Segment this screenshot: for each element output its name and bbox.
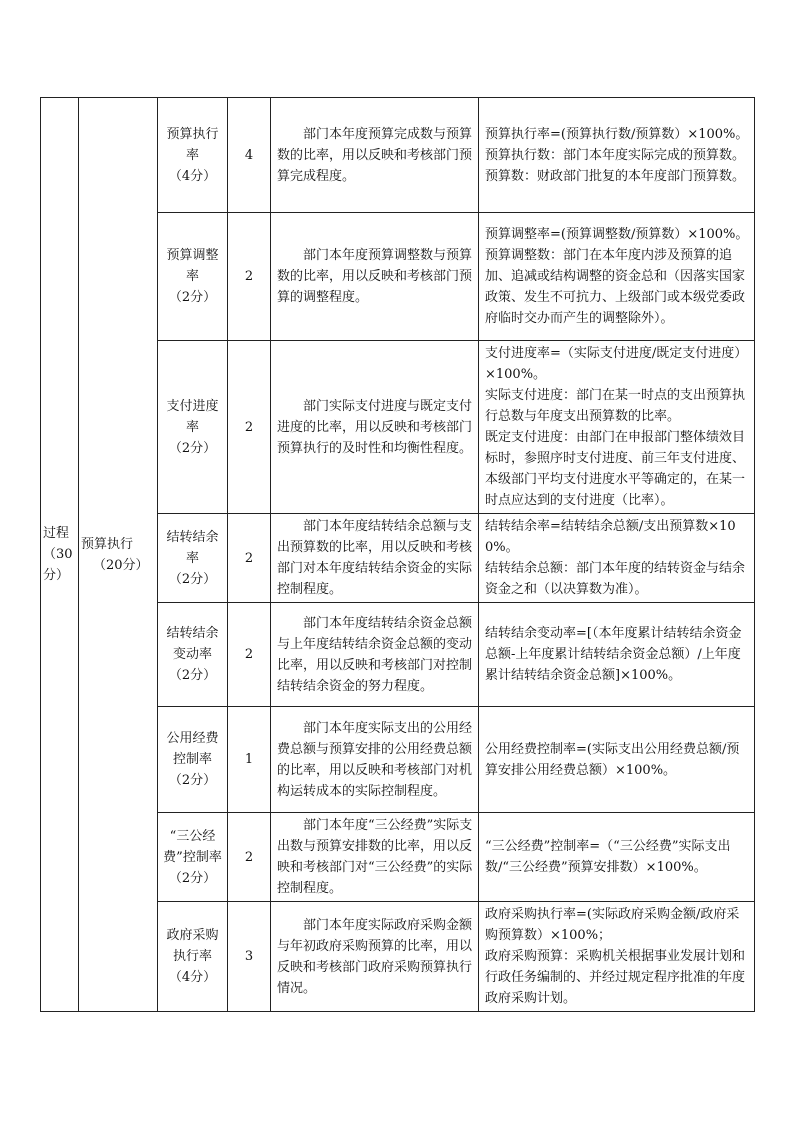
indicator-cell bbox=[158, 707, 228, 813]
table-row bbox=[41, 98, 755, 213]
formula-cell bbox=[479, 98, 755, 213]
indicator-weight: （4分） bbox=[168, 970, 217, 985]
indicator-name: 结转结余变动率 bbox=[166, 626, 219, 662]
indicator-weight: （2分） bbox=[168, 571, 217, 587]
formula-cell bbox=[479, 813, 755, 902]
indicator-cell bbox=[158, 514, 228, 603]
indicator-name: 结转结余率 bbox=[166, 529, 219, 566]
performance-indicator-table bbox=[40, 97, 755, 1012]
category-level1-name: 过程 bbox=[43, 526, 70, 541]
score-cell: 2 bbox=[228, 514, 271, 603]
formula-line: 实际支付进度：部门在某一时点的支出预算执行总数与年度支出预算数的比率。 bbox=[485, 388, 746, 424]
formula-line: 预算数：财政部门批复的本年度部门预算数。 bbox=[485, 168, 746, 184]
formula-line: 既定支付进度：由部门在申报部门整体绩效目标时，参照序时支付进度、前三年支付进度、本级部门平均支付进度水平等确定的，在某一时点应达到的支付进度（比率）。 bbox=[485, 430, 746, 508]
score-cell: 2 bbox=[228, 813, 271, 902]
score-cell: 2 bbox=[228, 603, 271, 707]
description-cell: 部门本年度预算完成数与预算数的比率，用以反映和考核部门预算完成程度。 bbox=[271, 98, 479, 213]
formula-cell bbox=[479, 902, 755, 1012]
indicator-name: 预算执行率 bbox=[166, 126, 219, 163]
description-cell: 部门本年度预算调整数与预算数的比率，用以反映和考核部门预算的调整程度。 bbox=[271, 213, 479, 341]
indicator-weight: （2分） bbox=[168, 440, 217, 456]
formula-line: 公用经费控制率=(实际支出公用经费总额/预算安排公用经费总额）×100%。 bbox=[485, 741, 740, 778]
formula-cell bbox=[479, 514, 755, 603]
indicator-weight: （4分） bbox=[168, 168, 217, 184]
formula-cell bbox=[479, 707, 755, 813]
category-level2-cell bbox=[79, 98, 158, 1012]
formula-cell bbox=[479, 603, 755, 707]
description-cell: 部门本年度结转结余资金总额与上年度结转结余资金总额的变动比率，用以反映和考核部门对控制结转结余资金的努力程度。 bbox=[271, 603, 479, 707]
indicator-name: “三公经费”控制率 bbox=[163, 828, 222, 865]
category-level2-score: （20分） bbox=[93, 557, 149, 573]
description-cell: 部门本年度实际支出的公用经费总额与预算安排的公用经费总额的比率，用以反映和考核部门对机构运转成本的实际控制程度。 bbox=[271, 707, 479, 813]
formula-line: “三公经费”控制率=（“三公经费”实际支出数/“三公经费”预算安排数）×100%。 bbox=[485, 839, 731, 875]
formula-line: 政府采购执行率=(实际政府采购金额/政府采购预算数）×100%； bbox=[485, 907, 740, 943]
indicator-name: 支付进度率 bbox=[166, 398, 219, 435]
indicator-weight: （2分） bbox=[168, 290, 217, 305]
score-cell: 1 bbox=[228, 707, 271, 813]
formula-cell bbox=[479, 341, 755, 514]
category-level2-name: 预算执行 bbox=[81, 536, 134, 552]
formula-line: 支付进度率=（实际支付进度/既定支付进度）×100%。 bbox=[485, 346, 748, 382]
formula-line: 预算调整率=(预算调整数/预算数）×100%。 bbox=[485, 227, 749, 242]
category-level1-cell bbox=[41, 98, 79, 1012]
indicator-weight: （2分） bbox=[168, 870, 217, 886]
description-cell: 部门实际支付进度与既定支付进度的比率，用以反映和考核部门预算执行的及时性和均衡性程度。 bbox=[271, 341, 479, 514]
indicator-cell bbox=[158, 98, 228, 213]
indicator-cell bbox=[158, 603, 228, 707]
indicator-weight: （2分） bbox=[168, 668, 217, 683]
indicator-name: 预算调整率 bbox=[166, 248, 219, 284]
formula-line: 结转结余率=结转结余总额/支出预算数×100%。 bbox=[485, 519, 736, 555]
description-cell: 部门本年度结转结余总额与支出预算数的比率，用以反映和考核部门对本年度结转结余资金的实际控制程度。 bbox=[271, 514, 479, 603]
formula-line: 预算调整数：部门在本年度内涉及预算的追加、追减或结构调整的资金总和（因落实国家政策、发生不可抗力、上级部门或本级党委政府临时交办而产生的调整除外）。 bbox=[485, 248, 746, 326]
score-cell: 2 bbox=[228, 341, 271, 514]
formula-line: 预算执行数：部门本年度实际完成的预算数。 bbox=[485, 147, 746, 163]
indicator-name: 公用经费控制率 bbox=[166, 731, 219, 767]
description-cell: 部门本年度“三公经费”实际支出数与预算安排数的比率，用以反映和考核部门对“三公经费”的实际控制程度。 bbox=[271, 813, 479, 902]
indicator-weight: （2分） bbox=[168, 773, 217, 788]
score-cell: 3 bbox=[228, 902, 271, 1012]
indicator-cell bbox=[158, 341, 228, 514]
indicator-cell bbox=[158, 902, 228, 1012]
formula-line: 政府采购预算：采购机关根据事业发展计划和行政任务编制的、并经过规定程序批准的年度政府采购计划。 bbox=[485, 949, 746, 1006]
formula-line: 结转结余总额：部门本年度的结转资金与结余资金之和（以决算数为准）。 bbox=[485, 561, 746, 597]
formula-cell bbox=[479, 213, 755, 341]
formula-line: 结转结余变动率=[（本年度累计结转结余资金总额-上年度累计结转结余资金总额）/上年度累计结转结余资金总额]×100%。 bbox=[485, 626, 742, 683]
formula-line: 预算执行率=(预算执行数/预算数）×100%。 bbox=[485, 126, 749, 142]
description-cell: 部门本年度实际政府采购金额与年初政府采购预算的比率，用以反映和考核部门政府采购预算执行情况。 bbox=[271, 902, 479, 1012]
indicator-name: 政府采购执行率 bbox=[166, 928, 219, 964]
score-cell: 4 bbox=[228, 98, 271, 213]
indicator-cell bbox=[158, 213, 228, 341]
score-cell: 2 bbox=[228, 213, 271, 341]
indicator-cell bbox=[158, 813, 228, 902]
category-level1-score: （30分） bbox=[43, 547, 73, 583]
